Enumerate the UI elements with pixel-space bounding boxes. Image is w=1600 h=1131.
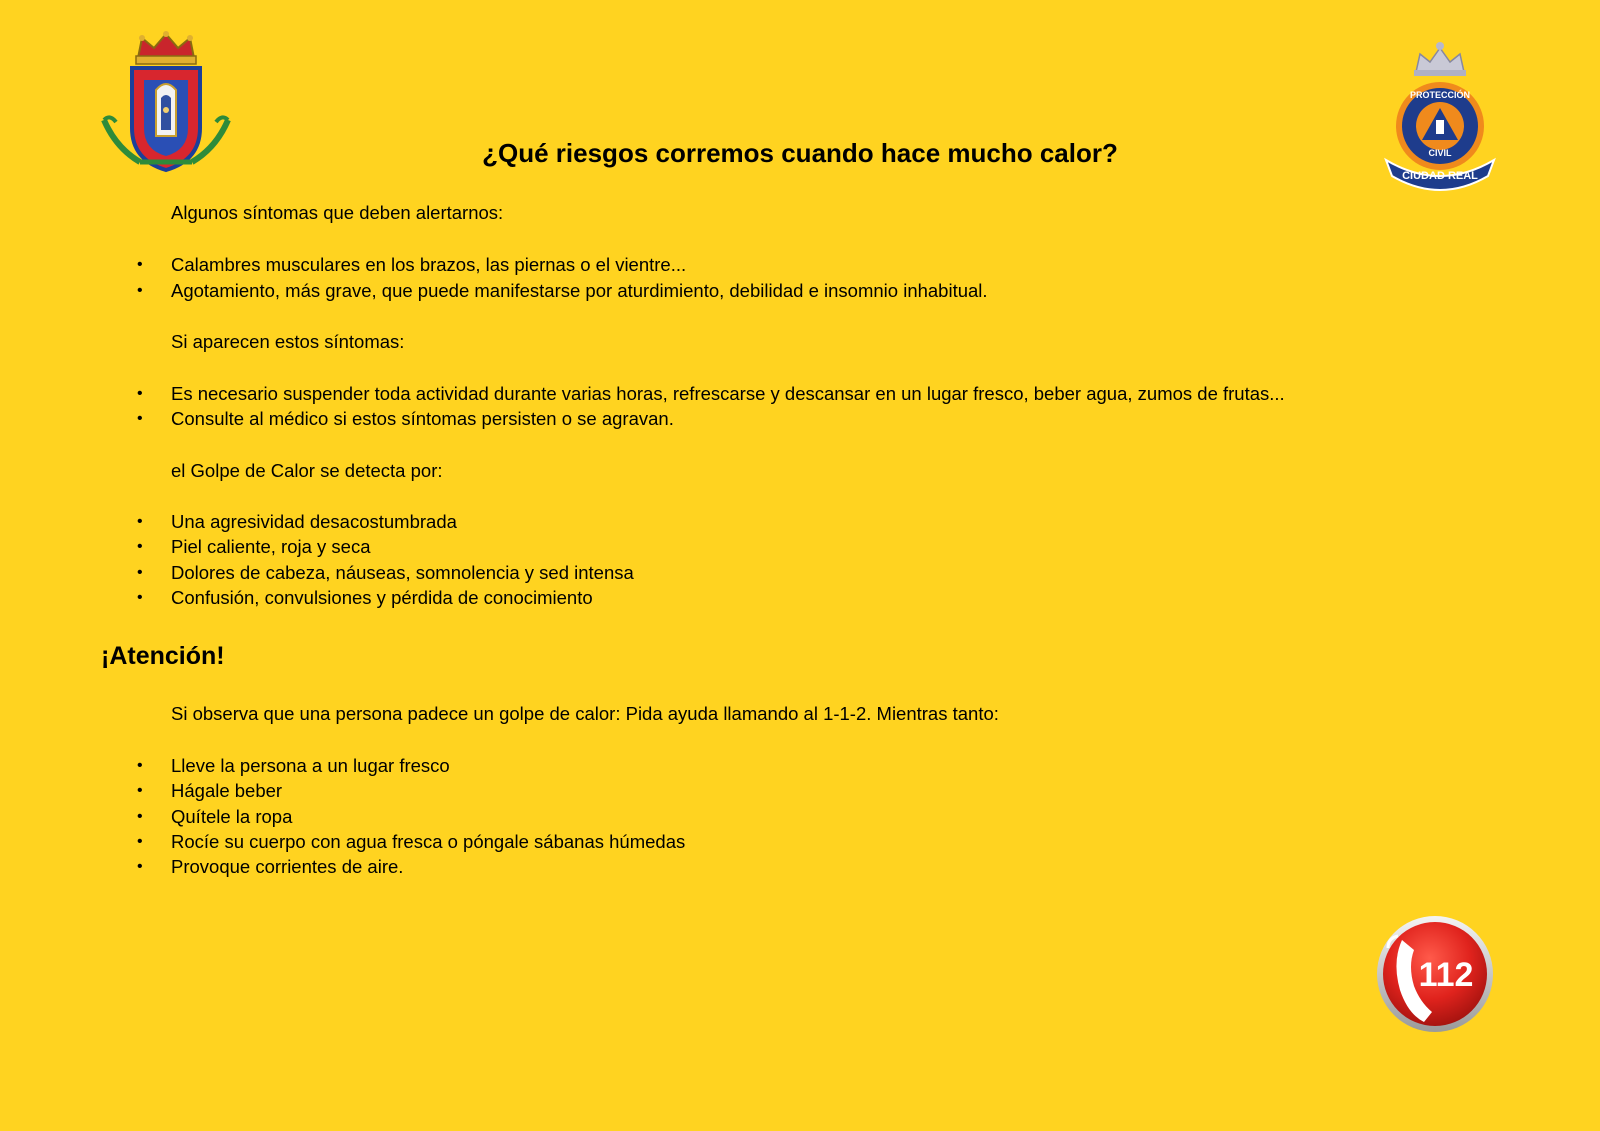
bullet-icon: • xyxy=(137,256,143,273)
bullet-icon: • xyxy=(137,282,143,299)
list-item: Confusión, convulsiones y pérdida de conocimiento xyxy=(171,587,593,608)
badge-text-civil: CIVIL xyxy=(1428,148,1452,158)
page-title: ¿Qué riesgos corremos cuando hace mucho calor? xyxy=(482,138,1118,168)
heatstroke-intro: el Golpe de Calor se detecta por: xyxy=(171,460,443,481)
attention-intro: Si observa que una persona padece un golpe de calor: Pida ayuda llamando al 1-1-2. Mientras tanto: xyxy=(171,703,999,724)
list-item: Una agresividad desacostumbrada xyxy=(171,511,457,532)
symptoms-intro: Algunos síntomas que deben alertarnos: xyxy=(171,202,504,223)
bullet-icon: • xyxy=(137,782,143,799)
emergency-112-badge xyxy=(1374,914,1496,1038)
list-item: Consulte al médico si estos síntomas persisten o se agravan. xyxy=(171,408,674,429)
list-item: Piel caliente, roja y seca xyxy=(171,536,371,557)
bullet-icon: • xyxy=(137,513,143,530)
list-item: Quítele la ropa xyxy=(171,806,293,827)
bullet-icon: • xyxy=(137,858,143,875)
bullet-icon: • xyxy=(137,385,143,402)
list-item: Provoque corrientes de aire. xyxy=(171,856,404,877)
bullet-icon: • xyxy=(137,757,143,774)
list-item: Calambres musculares en los brazos, las piernas o el vientre... xyxy=(171,254,687,275)
badge-text-ciudad-real: CIUDAD REAL xyxy=(1402,170,1478,182)
bullet-icon: • xyxy=(137,538,143,555)
bullet-icon: • xyxy=(137,833,143,850)
if-appear-intro: Si aparecen estos síntomas: xyxy=(171,331,405,352)
list-item: Lleve la persona a un lugar fresco xyxy=(171,755,450,776)
bullet-icon: • xyxy=(137,808,143,825)
attention-heading: ¡Atención! xyxy=(101,642,225,670)
list-item: Rocíe su cuerpo con agua fresca o póngale sábanas húmedas xyxy=(171,831,686,852)
badge-text-proteccion: PROTECCIÓN xyxy=(1409,90,1471,100)
list-item: Agotamiento, más grave, que puede manifestarse por aturdimiento, debilidad e insomnio inhabitual. xyxy=(171,280,988,301)
bullet-icon: • xyxy=(137,410,143,427)
bullet-icon: • xyxy=(137,564,143,581)
list-item: Es necesario suspender toda actividad durante varias horas, refrescarse y descansar en un lugar fresco, beber agua, zumos de frutas... xyxy=(171,383,1285,404)
emergency-number: 112 xyxy=(1418,956,1474,994)
list-item: Hágale beber xyxy=(171,780,283,801)
list-item: Dolores de cabeza, náuseas, somnolencia y sed intensa xyxy=(171,562,634,583)
bullet-icon: • xyxy=(137,589,143,606)
